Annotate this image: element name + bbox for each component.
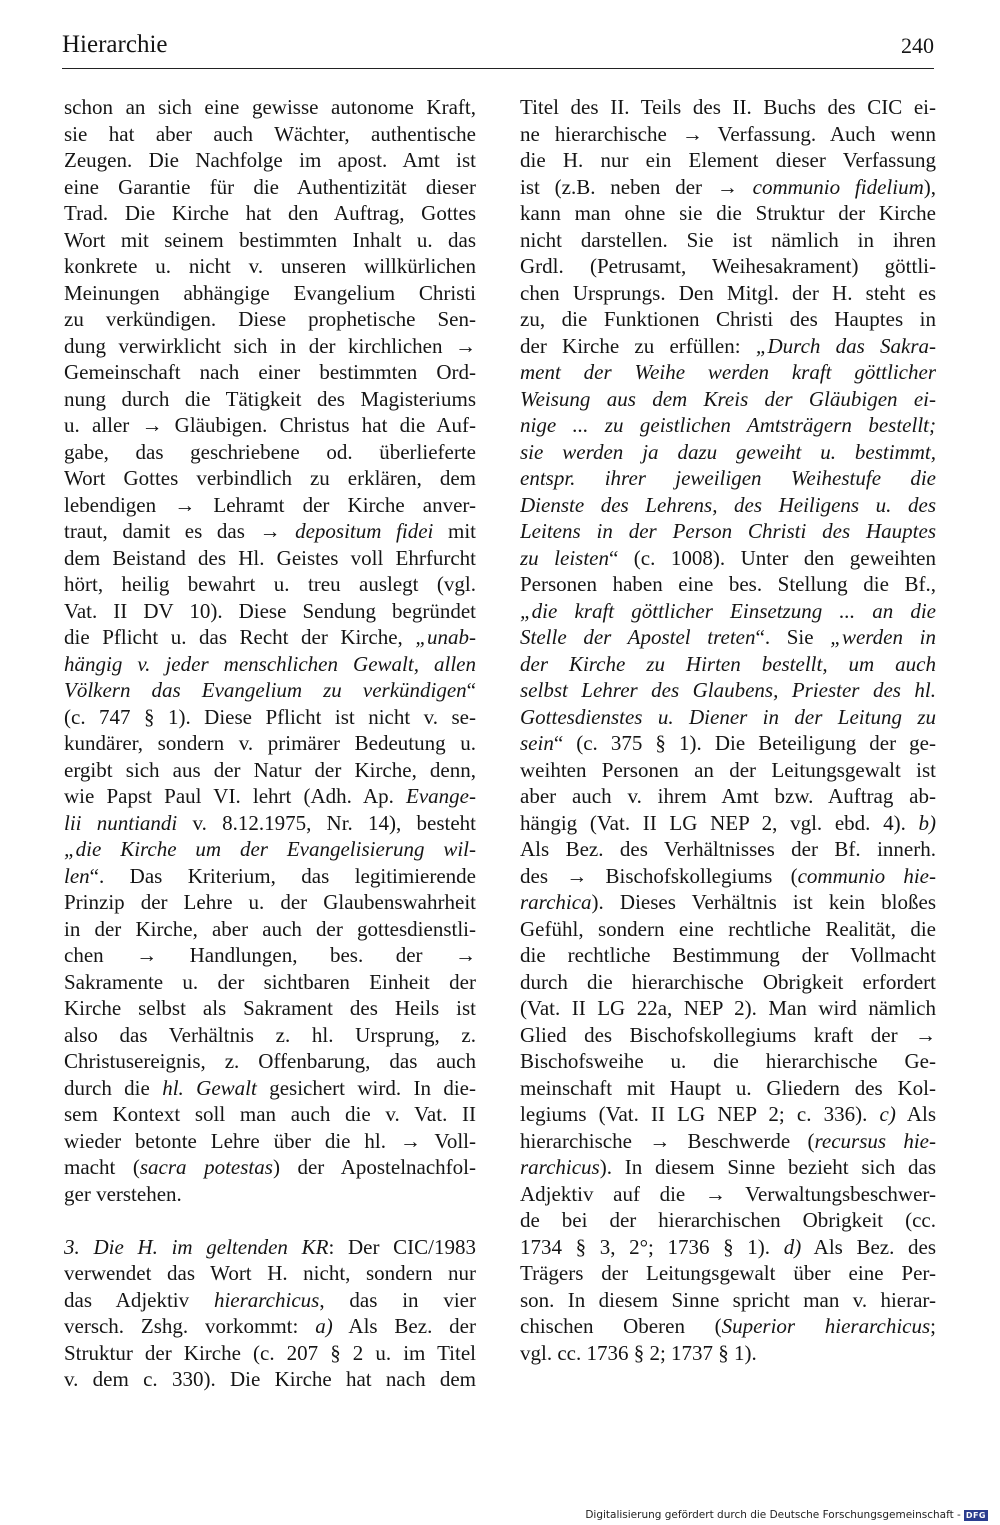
text-segment: dung verwirklicht sich in der kirchlichen →	[64, 333, 476, 358]
text-segment: son. In diesem Sinne spricht man v. hierar-	[520, 1287, 936, 1312]
text-line	[520, 916, 936, 943]
text-segment: zu verkündigen. Diese prophetische Sen-	[64, 307, 476, 331]
italic-text: zu leisten	[520, 545, 609, 570]
text-segment: chen → Handlungen, bes. der →	[64, 943, 476, 967]
italic-text: a)	[315, 1314, 333, 1338]
italic-text: rarchica	[520, 890, 592, 914]
page-title: Hierarchie	[62, 31, 168, 58]
footer-text: Digitalisierung gefördert durch die Deutsche Forschungsgemeinschaft -	[585, 1509, 961, 1521]
text-segment: die Pflicht u. das Recht der Kirche,	[64, 625, 416, 649]
text-line	[64, 1101, 476, 1128]
text-line	[64, 1234, 476, 1261]
italic-text: len	[64, 863, 90, 888]
text-line	[64, 1340, 476, 1367]
text-line	[64, 280, 476, 307]
text-segment: Prinzip der Lehre u. der Glaubenswahrheit	[64, 890, 476, 914]
text-line	[64, 730, 476, 757]
text-segment: hierarchische → Beschwerde (	[520, 1128, 815, 1153]
text-line	[520, 306, 936, 333]
text-segment: kann man ohne sie die Struktur der Kirche	[520, 201, 936, 225]
text-segment: de bei der hierarchischen Obrigkeit (cc.	[520, 1208, 936, 1232]
text-segment: Als	[895, 1102, 936, 1126]
text-line	[64, 439, 476, 466]
italic-text: depositum fidei	[295, 519, 434, 543]
text-segment: chischen Oberen (	[520, 1314, 722, 1338]
text-line	[64, 598, 476, 625]
text-line	[520, 730, 936, 757]
text-segment: hört, heilig bewahrt u. treu auslegt (vgl.	[64, 572, 476, 596]
text-line	[64, 174, 476, 201]
text-line	[520, 836, 936, 863]
text-segment: die rechtliche Bestimmung der Vollmacht	[520, 943, 936, 967]
text-line	[520, 704, 936, 731]
italic-text: Superior hierarchicus	[721, 1314, 931, 1338]
text-line	[64, 757, 476, 784]
italic-text: sacra potestas	[139, 1155, 273, 1179]
text-line	[520, 1128, 936, 1155]
text-segment: eine Garantie für die Authentizität dieser	[64, 174, 476, 199]
text-line	[64, 810, 476, 837]
italic-text: entspr. ihrer jeweiligen Weihestufe die	[520, 466, 936, 490]
text-line	[520, 492, 936, 519]
text-line	[64, 1313, 476, 1340]
text-segment: ) der Apostelnachfol-	[272, 1155, 476, 1179]
italic-text: hängig v. jeder menschlichen Gewalt, allen	[64, 651, 476, 676]
text-line	[64, 836, 476, 863]
text-line	[64, 677, 476, 704]
text-segment: Struktur der Kirche (c. 207 § 2 u. im Titel	[64, 1340, 476, 1365]
text-line	[64, 783, 476, 810]
text-segment: (Vat. II LG 22a, NEP 2). Man wird nämlich	[520, 996, 936, 1020]
text-segment: gesichert wird. In die-	[256, 1075, 476, 1100]
text-line	[520, 677, 936, 704]
text-segment: Gefühl, sondern eine rechtliche Realität, die	[520, 916, 936, 941]
text-segment: “ (c. 375 § 1). Die Beteiligung der ge-	[553, 731, 936, 755]
text-segment: Personen haben eine bes. Stellung die Bf.,	[520, 572, 936, 596]
italic-text: rarchicus	[520, 1155, 600, 1179]
italic-text: „die Kirche um der Evangelisierung wil-	[64, 837, 476, 861]
text-segment: dem Beistand des Hl. Geistes voll Ehrfurcht	[64, 545, 476, 570]
italic-text: Leitens in der Person Christi des Hauptes	[520, 519, 936, 543]
text-line	[520, 1048, 936, 1075]
text-segment: verwendet das Wort H. nicht, sondern nur	[64, 1261, 476, 1285]
italic-text: Evange-	[406, 784, 476, 808]
text-segment: nicht darstellen. Sie ist nämlich in ihren	[520, 227, 936, 252]
text-segment: durch die hierarchische Obrigkeit erfordert	[520, 969, 936, 994]
text-segment: Glied des Bischofskollegiums kraft der →	[520, 1022, 936, 1047]
text-segment: vgl. cc. 1736 § 2; 1737 § 1).	[520, 1340, 757, 1365]
text-segment: versch. Zshg. vorkommt:	[64, 1314, 316, 1338]
italic-text: Weisung aus dem Kreis der Gläubigen ei-	[520, 386, 936, 411]
text-line	[520, 1181, 936, 1208]
text-segment: Als Bez. des Verhältnisses der Bf. innerh.	[520, 837, 936, 861]
text-line	[520, 174, 936, 201]
text-segment: sie hat aber auch Wächter, authentische	[64, 121, 476, 146]
text-segment: Vat. II DV 10). Diese Sendung begründet	[64, 598, 476, 623]
italic-text: communio hie-	[797, 863, 936, 888]
text-segment: “ (c. 1008). Unter den geweihten	[608, 545, 936, 570]
text-segment: Grdl. (Petrusamt, Weihesakrament) göttli-	[520, 254, 936, 278]
text-column-left	[64, 94, 476, 1393]
text-segment: hängig (Vat. II LG NEP 2, vgl. ebd. 4).	[520, 810, 919, 835]
text-line	[520, 518, 936, 545]
text-line	[520, 863, 936, 890]
text-segment: traut, damit es das →	[64, 519, 296, 543]
text-line	[520, 1022, 936, 1049]
text-column-right	[520, 94, 936, 1366]
text-line	[520, 942, 936, 969]
text-line	[64, 518, 476, 545]
text-line	[64, 253, 476, 280]
text-segment: zu, die Funktionen Christi des Hauptes in	[520, 307, 936, 331]
text-line	[64, 94, 476, 121]
text-segment: die H. nur ein Element dieser Verfassung	[520, 148, 936, 172]
text-line	[64, 942, 476, 969]
text-segment: Wort mit seinem bestimmten Inhalt u. das	[64, 227, 476, 252]
italic-text: „die kraft göttlicher Einsetzung ... an die	[520, 598, 936, 623]
text-line	[64, 465, 476, 492]
text-line	[64, 412, 476, 439]
text-segment: Sakramente u. der sichtbaren Einheit der	[64, 969, 476, 994]
text-line	[520, 995, 936, 1022]
text-line	[520, 1260, 936, 1287]
text-line	[520, 253, 936, 280]
text-line	[64, 651, 476, 678]
text-line	[64, 1366, 476, 1393]
text-line	[64, 1154, 476, 1181]
text-segment: der Kirche zu erfüllen:	[520, 333, 756, 358]
text-line	[520, 359, 936, 386]
italic-text: der Kirche zu Hirten bestellt, um auch	[520, 651, 936, 676]
text-line	[520, 200, 936, 227]
text-segment: ergibt sich aus der Natur der Kirche, denn,	[64, 757, 476, 782]
text-segment: Christusereignis, z. Offenbarung, das auch	[64, 1049, 476, 1073]
italic-text: selbst Lehrer des Glaubens, Priester des hl.	[520, 678, 936, 702]
text-segment: mit	[433, 519, 476, 543]
text-segment: ist (z.B. neben der →	[520, 174, 753, 199]
italic-text: d)	[783, 1234, 802, 1259]
text-segment: gabe, das geschriebene od. überlieferte	[64, 439, 476, 464]
text-line	[520, 412, 936, 439]
italic-text: „werden in	[830, 625, 936, 649]
italic-text: Gottesdienstes u. Diener in der Leitung zu	[520, 704, 936, 729]
text-segment: “. Das Kriterium, das legitimierende	[89, 863, 476, 888]
text-segment: Bischofsweihe u. die hierarchische Ge-	[520, 1049, 936, 1073]
italic-text: ment der Weihe werden kraft göttlicher	[520, 360, 936, 384]
text-line	[64, 333, 476, 360]
text-segment: nung durch die Tätigkeit des Magisteriums	[64, 386, 476, 411]
text-segment: : Der CIC/1983	[328, 1234, 476, 1259]
italic-text: Dienste des Lehrens, des Heiligens u. des	[520, 492, 936, 517]
text-segment: das Adjektiv	[64, 1287, 214, 1312]
italic-text: c)	[879, 1102, 896, 1126]
text-line	[64, 1287, 476, 1314]
text-line	[64, 889, 476, 916]
text-segment: “. Sie	[755, 625, 831, 649]
text-line	[520, 1207, 936, 1234]
text-line	[64, 121, 476, 148]
text-line	[64, 147, 476, 174]
text-segment: Meinungen abhängige Evangelium Christi	[64, 280, 476, 305]
text-line	[64, 1048, 476, 1075]
text-line	[64, 571, 476, 598]
text-segment: Titel des II. Teils des II. Buchs des CIC ei-	[520, 95, 936, 119]
text-segment: wieder betonte Lehre über die hl. → Voll-	[64, 1128, 476, 1153]
text-segment: Kirche selbst als Sakrament des Heils ist	[64, 996, 476, 1020]
running-header	[62, 28, 934, 69]
text-line	[64, 1128, 476, 1155]
text-line	[64, 492, 476, 519]
text-segment: ger verstehen.	[64, 1181, 182, 1206]
italic-text: 3. Die H. im geltenden KR	[64, 1234, 329, 1259]
text-segment: schon an sich eine gewisse autonome Kraft,	[64, 95, 476, 119]
text-line	[520, 94, 936, 121]
text-line	[520, 1154, 936, 1181]
text-segment: Trad. Die Kirche hat den Auftrag, Gottes	[64, 201, 476, 225]
text-segment: chen Ursprungs. Den Mitgl. der H. steht es	[520, 280, 936, 305]
text-segment: legiums (Vat. II LG NEP 2; c. 336).	[520, 1102, 880, 1126]
text-segment: also das Verhältnis z. hl. Ursprung, z.	[64, 1022, 476, 1047]
text-segment: Als Bez. der	[332, 1314, 476, 1338]
text-segment: Zeugen. Die Nachfolge im apost. Amt ist	[64, 148, 476, 172]
text-line	[520, 1313, 936, 1340]
text-segment: Trägers der Leitungsgewalt über eine Per-	[520, 1261, 936, 1285]
text-segment: konkrete u. nicht v. unseren willkürlichen	[64, 254, 476, 278]
text-line	[64, 995, 476, 1022]
text-line	[64, 624, 476, 651]
text-line	[64, 704, 476, 731]
text-line	[520, 545, 936, 572]
italic-text: nige ... zu geistlichen Amtsträgern bestellt;	[520, 413, 936, 437]
text-line	[64, 1022, 476, 1049]
text-segment: ). In diesem Sinne bezieht sich das	[599, 1155, 936, 1179]
text-segment: des → Bischofskollegiums (	[520, 863, 798, 888]
italic-text: recursus hie-	[814, 1128, 936, 1153]
text-line	[64, 359, 476, 386]
text-segment: Als Bez. des	[801, 1234, 936, 1259]
text-line	[64, 1181, 476, 1208]
italic-text: hierarchicus	[213, 1287, 320, 1312]
italic-text: „unab-	[415, 625, 476, 649]
italic-text: Völkern das Evangelium zu verkündigen	[64, 678, 467, 702]
italic-text: „Durch das Sakra-	[755, 333, 936, 358]
text-line	[520, 386, 936, 413]
text-line	[64, 227, 476, 254]
text-line	[520, 465, 936, 492]
italic-text: communio fidelium	[752, 174, 924, 199]
text-line	[64, 969, 476, 996]
italic-text: hl. Gewalt	[162, 1075, 257, 1100]
text-line	[520, 1101, 936, 1128]
text-line	[520, 651, 936, 678]
text-line	[64, 200, 476, 227]
text-segment: durch die	[64, 1075, 163, 1100]
text-line	[520, 227, 936, 254]
text-line	[520, 889, 936, 916]
page-number: 240	[901, 33, 934, 58]
italic-text: Stelle der Apostel treten	[520, 625, 756, 649]
digitization-footer	[585, 1509, 988, 1521]
italic-text: b)	[918, 810, 936, 835]
text-segment: ne hierarchische → Verfassung. Auch wenn	[520, 121, 936, 146]
italic-text: sie werden ja dazu geweiht u. bestimmt,	[520, 439, 936, 464]
text-line	[520, 1340, 936, 1367]
text-segment: (c. 747 § 1). Diese Pflicht ist nicht v. se-	[64, 704, 476, 729]
text-segment: 1734 § 3, 2°; 1736 § 1).	[520, 1234, 784, 1259]
text-line	[64, 863, 476, 890]
text-segment: , das in vier	[319, 1287, 476, 1312]
text-segment: ),	[923, 174, 936, 199]
text-line	[520, 783, 936, 810]
text-line	[520, 624, 936, 651]
text-line	[64, 1260, 476, 1287]
text-line	[520, 333, 936, 360]
text-line	[520, 1075, 936, 1102]
text-segment: meinschaft mit Haupt u. Gliedern des Kol-	[520, 1075, 936, 1100]
text-line	[520, 147, 936, 174]
dfg-logo: DFG	[965, 1510, 986, 1520]
text-segment: “	[466, 678, 476, 702]
text-segment: lebendigen → Lehramt der Kirche anver-	[64, 492, 476, 517]
text-line	[520, 280, 936, 307]
text-segment: sem Kontext soll man auch die v. Vat. II	[64, 1102, 476, 1126]
text-line	[64, 916, 476, 943]
text-line	[520, 598, 936, 625]
text-line	[520, 1287, 936, 1314]
text-segment: ). Dieses Verhältnis ist kein bloßes	[591, 890, 936, 914]
text-segment: ;	[930, 1314, 936, 1338]
text-segment: macht (	[64, 1155, 140, 1179]
text-segment: Adjektiv auf die → Verwaltungsbeschwer-	[520, 1181, 936, 1206]
text-line	[64, 386, 476, 413]
text-line	[520, 439, 936, 466]
text-segment: in der Kirche, aber auch der gottesdienstli-	[64, 916, 476, 941]
italic-text: sein	[520, 731, 554, 755]
text-segment: Gemeinschaft nach einer bestimmten Ord-	[64, 360, 476, 384]
text-line	[520, 757, 936, 784]
text-line	[64, 306, 476, 333]
text-line	[520, 810, 936, 837]
text-segment: aber auch v. ihrem Amt bzw. Auftrag ab-	[520, 784, 936, 808]
text-line	[520, 969, 936, 996]
text-segment: u. aller → Gläubigen. Christus hat die Auf-	[64, 413, 476, 437]
text-segment: Wort Gottes verbindlich zu erklären, dem	[64, 466, 476, 490]
text-segment: v. 8.12.1975, Nr. 14), besteht	[177, 810, 476, 835]
text-segment: kundärer, sondern v. primärer Bedeutung u.	[64, 731, 476, 755]
text-line	[520, 1234, 936, 1261]
text-line	[64, 1207, 476, 1234]
text-line	[64, 1075, 476, 1102]
italic-text: lii nuntiandi	[64, 810, 178, 835]
text-line	[64, 545, 476, 572]
text-line	[520, 121, 936, 148]
text-line	[520, 571, 936, 598]
text-segment: weihten Personen an der Leitungsgewalt ist	[520, 757, 936, 782]
text-segment: wie Papst Paul VI. lehrt (Adh. Ap.	[64, 784, 407, 808]
text-segment: v. dem c. 330). Die Kirche hat nach dem	[64, 1367, 476, 1391]
